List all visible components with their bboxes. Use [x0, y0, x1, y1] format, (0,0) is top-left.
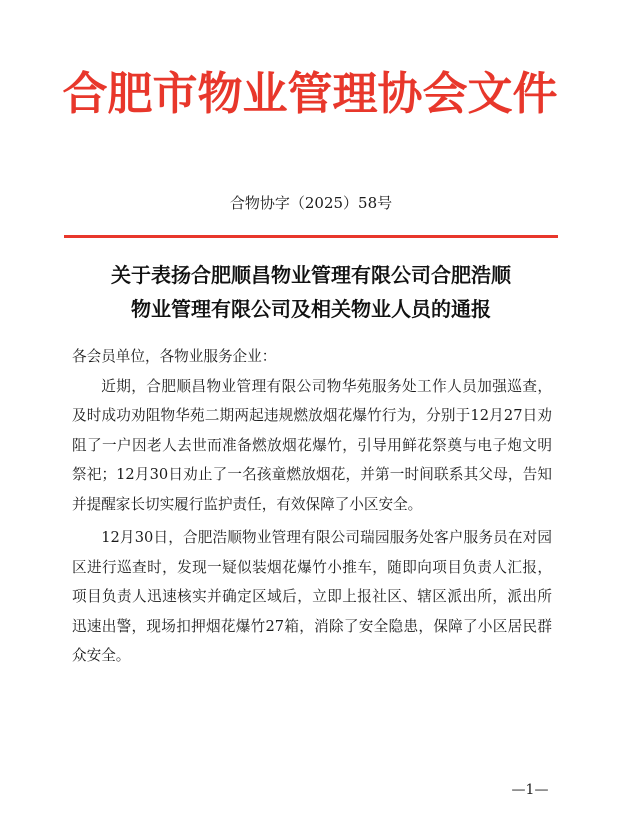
document-body	[72, 342, 552, 671]
document-number: 合物协字（2025）58号	[229, 194, 393, 212]
page-number: —1—	[511, 782, 549, 798]
salutation: 各会员单位，各物业服务企业：	[72, 348, 277, 365]
red-divider-line	[64, 235, 558, 238]
notice-title	[64, 258, 558, 326]
masthead-title: 合肥市物业管理协会文件	[62, 67, 558, 120]
paragraph-1: 近期，合肥顺昌物业管理有限公司物华苑服务处工作人员加强巡查，及时成功劝阻物华苑二期两起违规燃放烟花爆竹行为，分别于12月27日劝阻了一户因老人去世而准备燃放烟花爆竹，引导用鲜花祭奠与电子炮文明祭祀；12月30日劝止了一名孩童燃放烟花，并第一时间联系其父母，告知并提醒家长切实履行监护责任，有效保障了小区安全。	[72, 377, 552, 513]
notice-title-line-1: 关于表扬合肥顺昌物业管理有限公司合肥浩顺	[111, 263, 511, 287]
notice-title-line-2: 物业管理有限公司及相关物业人员的通报	[131, 297, 491, 321]
paragraph-2: 12月30日，合肥浩顺物业管理有限公司瑞园服务处客户服务员在对园区进行巡查时，发现一疑似装烟花爆竹小推车，随即向项目负责人汇报，项目负责人迅速核实并确定区域后，立即上报社区、辖区派出所，派出所迅速出警，现场扣押烟花爆竹27箱，消除了安全隐患，保障了小区居民群众安全。	[72, 529, 552, 664]
